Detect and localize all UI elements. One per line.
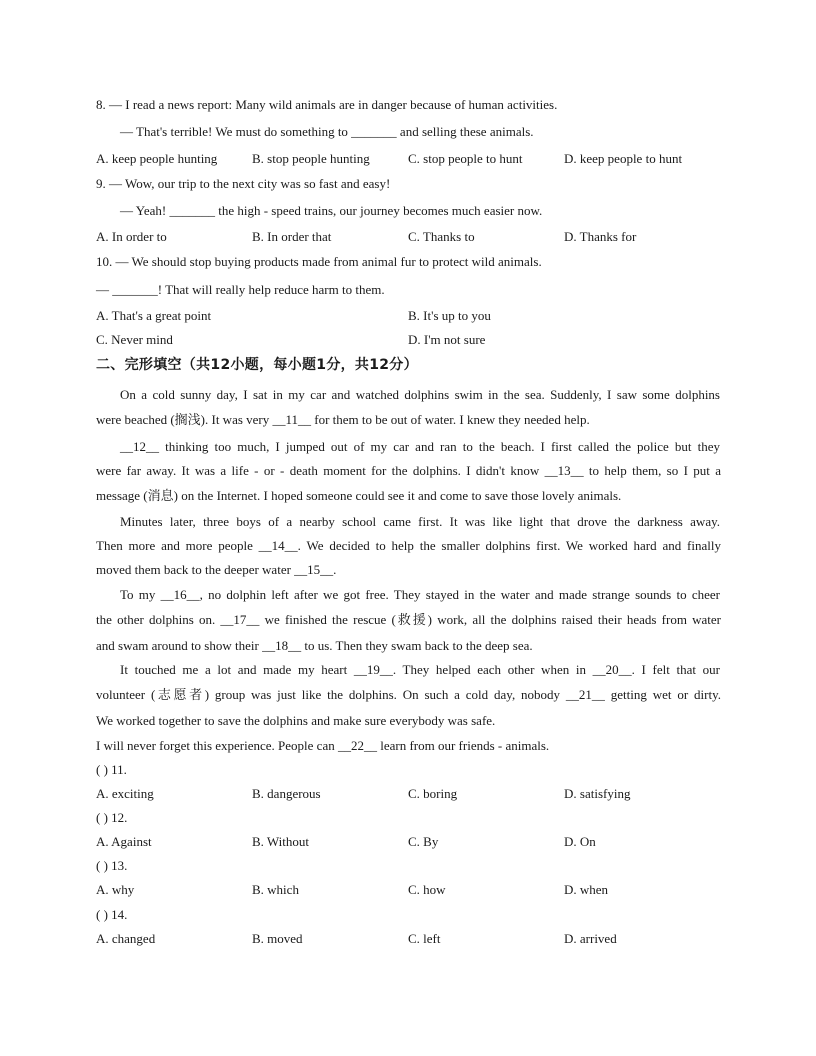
question-9-option-c: C. Thanks to	[408, 229, 475, 244]
passage-line: were beached (搁浅). It was very __11__ for them to be out of water. I knew they needed help.	[96, 412, 590, 427]
question-11-option-d: D. satisfying	[564, 786, 631, 801]
answer-blank-12[interactable]: ( ) 12.	[96, 810, 128, 825]
question-13-option-a: A. why	[96, 882, 135, 897]
passage-line: To my __16__, no dolphin left after we got free. They stayed in the water and made strange sounds to cheer	[120, 587, 720, 602]
question-8-option-b: B. stop people hunting	[252, 151, 370, 166]
question-14-option-b: B. moved	[252, 931, 303, 946]
question-12-option-d: D. On	[564, 834, 596, 849]
question-9-option-d: D. Thanks for	[564, 229, 637, 244]
question-9-prompt: 9. — Wow, our trip to the next city was so fast and easy!	[96, 176, 391, 191]
passage-line: moved them back to the deeper water __15__.	[96, 562, 337, 577]
question-12-option-c: C. By	[408, 834, 439, 849]
question-8-option-c: C. stop people to hunt	[408, 151, 523, 166]
question-13-option-d: D. when	[564, 882, 609, 897]
question-8-reply: — That's terrible! We must do something to _______ and selling these animals.	[120, 124, 534, 139]
passage-line: On a cold sunny day, I sat in my car and watched dolphins swim in the sea. Suddenly, I saw some dolphins	[120, 387, 720, 402]
question-10-prompt: 10. — We should stop buying products made from animal fur to protect wild animals.	[96, 254, 542, 269]
question-8-option-d: D. keep people to hunt	[564, 151, 683, 166]
question-12-option-b: B. Without	[252, 834, 310, 849]
passage-line: message (消息) on the Internet. I hoped someone could see it and come to save those lovely animals.	[96, 488, 622, 503]
question-11-option-b: B. dangerous	[252, 786, 321, 801]
passage-line: I will never forget this experience. People can __22__ learn from our friends - animals.	[96, 738, 550, 753]
question-9-option-b: B. In order that	[252, 229, 332, 244]
passage-line: were far away. It was a life - or - death moment for the dolphins. I didn't know __13__ to help them, so I put a	[96, 463, 721, 478]
question-8-prompt: 8. — I read a news report: Many wild animals are in danger because of human activities.	[96, 97, 558, 112]
question-13-option-b: B. which	[252, 882, 299, 897]
question-14-option-d: D. arrived	[564, 931, 617, 946]
answer-blank-11[interactable]: ( ) 11.	[96, 762, 127, 777]
question-14-option-c: C. left	[408, 931, 441, 946]
question-8-option-a: A. keep people hunting	[96, 151, 218, 166]
question-14-option-a: A. changed	[96, 931, 156, 946]
passage-line: We worked together to save the dolphins and make sure everybody was safe.	[96, 713, 496, 728]
passage-line: __12__ thinking too much, I jumped out of my car and ran to the beach. I first called the police but they	[120, 439, 720, 454]
passage-line: Then more and more people __14__. We decided to help the smaller dolphins first. We worked hard and finally	[96, 538, 721, 553]
question-9-reply: — Yeah! _______ the high - speed trains, our journey becomes much easier now.	[120, 203, 543, 218]
passage-line: the other dolphins on. __17__ we finished the rescue (救援) work, all the dolphins raised their heads from water	[96, 612, 721, 627]
answer-blank-13[interactable]: ( ) 13.	[96, 858, 128, 873]
question-10-reply: — _______! That will really help reduce harm to them.	[96, 282, 385, 297]
question-10-option-a: A. That's a great point	[96, 308, 212, 323]
question-10-option-b: B. It's up to you	[408, 308, 491, 323]
question-9-option-a: A. In order to	[96, 229, 167, 244]
answer-blank-14[interactable]: ( ) 14.	[96, 907, 128, 922]
passage-line: and swam around to show their __18__ to us. Then they swam back to the deep sea.	[96, 638, 533, 653]
question-11-option-c: C. boring	[408, 786, 458, 801]
question-11-option-a: A. exciting	[96, 786, 154, 801]
question-10-option-c: C. Never mind	[96, 332, 173, 347]
question-12-option-a: A. Against	[96, 834, 152, 849]
passage-line: Minutes later, three boys of a nearby school came first. It was like light that drove the darkness away.	[120, 514, 720, 529]
passage-line: volunteer (志愿者) group was just like the dolphins. On such a cold day, nobody __21__ getting wet or dirty.	[96, 687, 721, 702]
passage-line: It touched me a lot and made my heart __19__. They helped each other when in __20__. I felt that our	[120, 662, 720, 677]
question-13-option-c: C. how	[408, 882, 446, 897]
question-10-option-d: D. I'm not sure	[408, 332, 486, 347]
section-heading: 二、完形填空（共12小题，每小题1分，共12分）	[96, 357, 418, 373]
